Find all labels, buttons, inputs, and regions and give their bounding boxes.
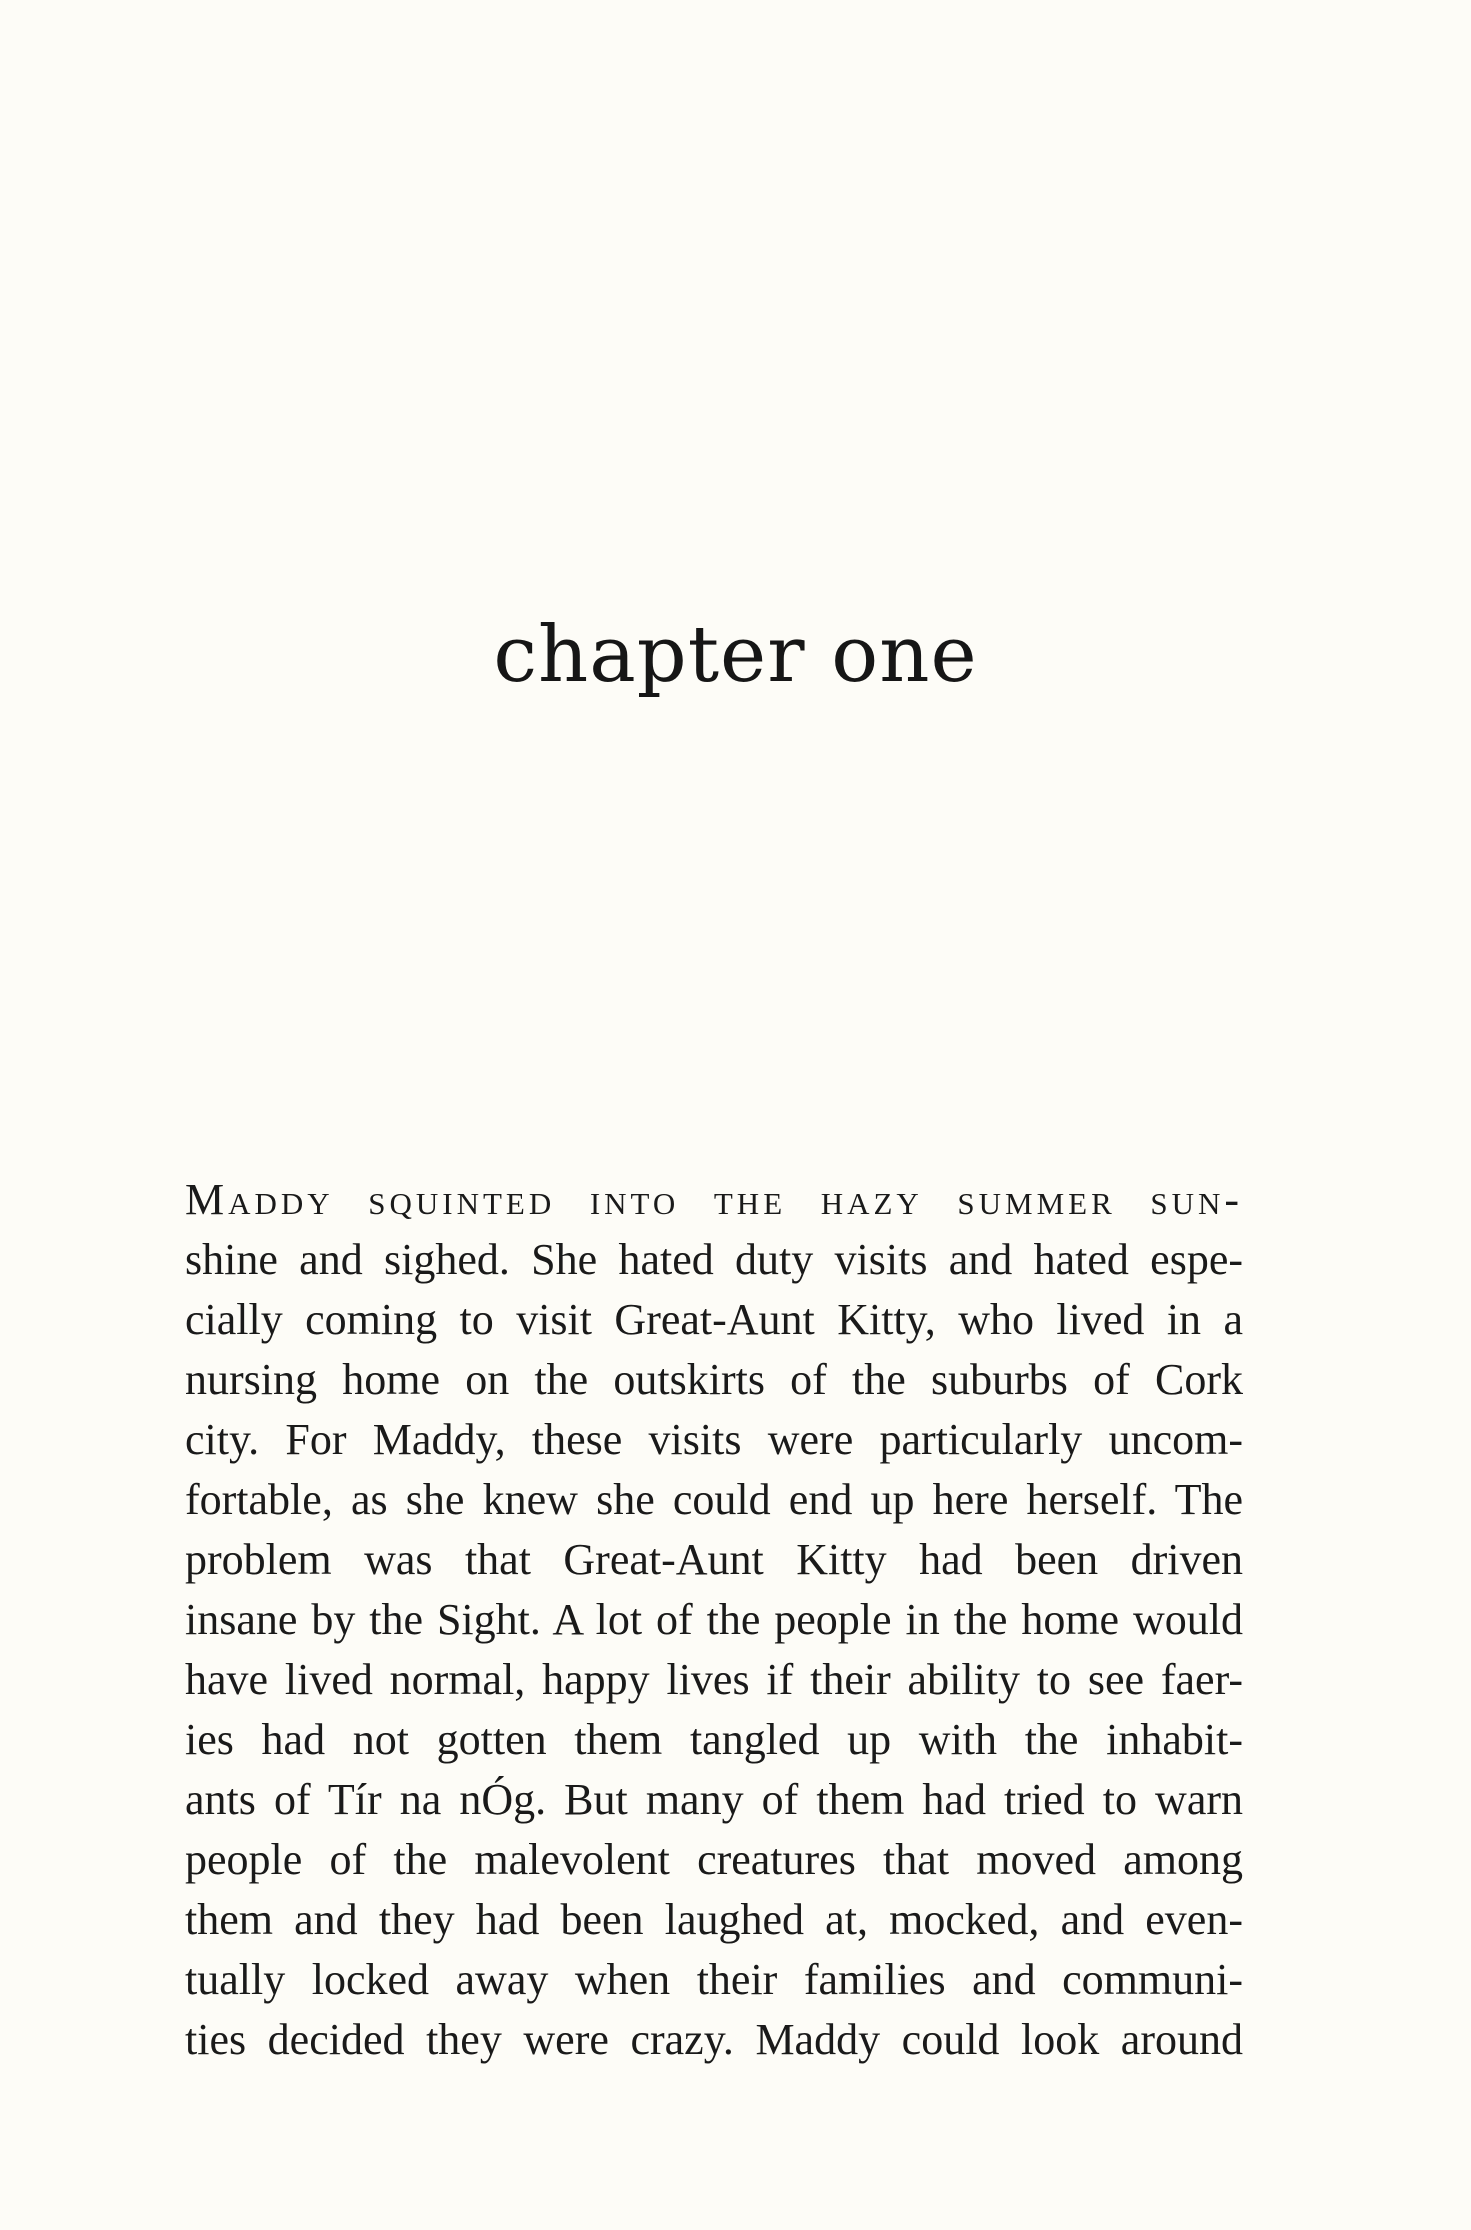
text-line: insane by the Sight. A lot of the people in the home would — [185, 1595, 1243, 1644]
text-line: cially coming to visit Great-Aunt Kitty, who lived in a — [185, 1295, 1243, 1344]
text-line: city. For Maddy, these visits were particularly uncom- — [185, 1415, 1243, 1464]
text-line: tually locked away when their families and communi- — [185, 1955, 1243, 2004]
text-line: shine and sighed. She hated duty visits and hated espe- — [185, 1235, 1243, 1284]
text-line: have lived normal, happy lives if their ability to see faer- — [185, 1655, 1243, 1704]
text-line: fortable, as she knew she could end up here herself. The — [185, 1475, 1243, 1524]
text-line: ants of Tír na nÓg. But many of them had tried to warn — [185, 1775, 1243, 1824]
text-line: them and they had been laughed at, mocked, and even- — [185, 1895, 1243, 1944]
text-line: problem was that Great-Aunt Kitty had been driven — [185, 1535, 1243, 1584]
text-line: ties decided they were crazy. Maddy could look around — [185, 2015, 1243, 2064]
text-line: nursing home on the outskirts of the suburbs of Cork — [185, 1355, 1243, 1404]
text-line: Maddy squinted into the hazy summer sun- — [185, 1175, 1243, 1224]
text-line: ies had not gotten them tangled up with the inhabit- — [185, 1715, 1243, 1764]
body-text — [185, 1170, 1243, 2070]
chapter-title: chapter one — [493, 610, 978, 700]
text-line: people of the malevolent creatures that moved among — [185, 1835, 1243, 1884]
